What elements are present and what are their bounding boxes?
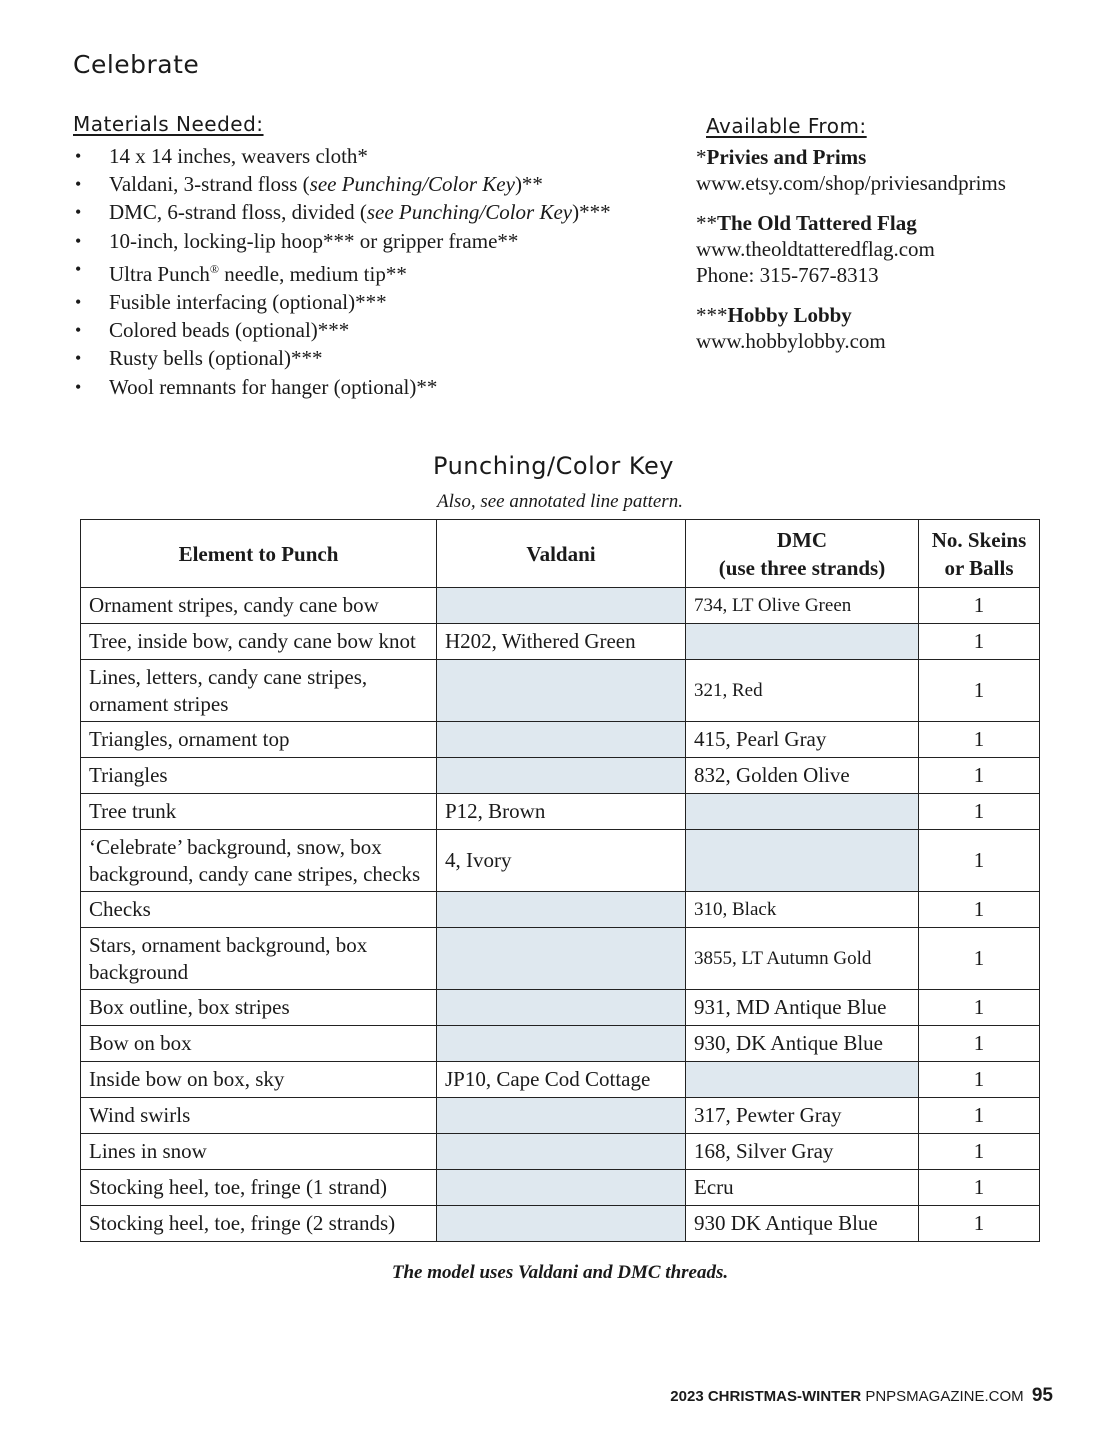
cell-dmc: 310, Black [686, 892, 919, 928]
source-entry [696, 144, 1076, 196]
header-dmc-line1: DMC [776, 527, 828, 552]
source-detail: Phone: 315-767-8313 [696, 263, 879, 287]
list-item [73, 344, 683, 372]
element-line: ‘Celebrate’ background, snow, box [89, 834, 382, 859]
list-item [73, 142, 683, 170]
source-detail: www.etsy.com/shop/priviesandprims [696, 171, 1006, 195]
table-row [81, 928, 1040, 990]
source-name-line [696, 144, 1076, 170]
table-row [81, 1206, 1040, 1242]
item-text: 14 x 14 inches, weavers cloth* [109, 144, 368, 168]
item-emphasis: see Punching/Color Key [309, 172, 515, 197]
element-line: Bow on box [89, 1031, 192, 1055]
list-item [73, 198, 683, 226]
cell-element [81, 1206, 437, 1242]
table-row [81, 794, 1040, 830]
footer-issue: 2023 CHRISTMAS-WINTER [670, 1388, 862, 1405]
cell-quantity: 1 [919, 660, 1040, 722]
element-line: background, candy cane stripes, checks [89, 861, 421, 886]
cell-valdani [437, 990, 686, 1026]
cell-element [81, 660, 437, 722]
cell-quantity: 1 [919, 928, 1040, 990]
materials-heading: Materials Needed: [73, 112, 264, 136]
color-key-table [80, 519, 1040, 1242]
cell-quantity: 1 [919, 1206, 1040, 1242]
item-text: Ultra Punch [109, 261, 210, 286]
cell-valdani [437, 1206, 686, 1242]
cell-dmc: 931, MD Antique Blue [686, 990, 919, 1026]
table-row [81, 588, 1040, 624]
list-item [73, 227, 683, 255]
cell-element [81, 1098, 437, 1134]
cell-quantity: 1 [919, 1134, 1040, 1170]
registered-mark: ® [209, 261, 220, 276]
cell-valdani [437, 1170, 686, 1206]
cell-element [81, 928, 437, 990]
cell-element [81, 722, 437, 758]
table-row [81, 892, 1040, 928]
cell-dmc: 832, Golden Olive [686, 758, 919, 794]
cell-valdani [437, 1134, 686, 1170]
source-entry [696, 210, 1076, 288]
element-line: Lines in snow [89, 1139, 207, 1163]
item-emphasis: see Punching/Color Key [366, 200, 573, 225]
cell-element [81, 830, 437, 892]
model-note: The model uses Valdani and DMC threads. [391, 1262, 729, 1283]
cell-dmc: 930, DK Antique Blue [686, 1026, 919, 1062]
cell-element [81, 1026, 437, 1062]
cell-element [81, 1134, 437, 1170]
page-title: Celebrate [73, 50, 200, 79]
cell-dmc [686, 1062, 919, 1098]
cell-quantity: 1 [919, 830, 1040, 892]
table-row [81, 758, 1040, 794]
cell-dmc: Ecru [686, 1170, 919, 1206]
source-name: Hobby Lobby [727, 303, 852, 327]
cell-dmc [686, 794, 919, 830]
cell-quantity: 1 [919, 624, 1040, 660]
element-line: Stars, ornament background, box [89, 932, 368, 957]
source-list [696, 144, 1076, 354]
table-row [81, 1134, 1040, 1170]
materials-section [73, 112, 683, 401]
cell-quantity: 1 [919, 722, 1040, 758]
available-from-section [696, 114, 1076, 354]
source-name-line [696, 210, 1076, 236]
cell-element [81, 624, 437, 660]
table-row [81, 1026, 1040, 1062]
item-text: Valdani, 3-strand floss ( [109, 172, 310, 197]
source-detail: www.hobbylobby.com [696, 329, 886, 353]
cell-dmc: 734, LT Olive Green [686, 588, 919, 624]
item-text: Rusty bells (optional)*** [109, 346, 323, 371]
source-detail: www.theoldtatteredflag.com [696, 237, 935, 261]
cell-quantity: 1 [919, 892, 1040, 928]
table-row [81, 1170, 1040, 1206]
cell-quantity: 1 [919, 758, 1040, 794]
source-name: Privies and Prims [706, 145, 867, 169]
header-element: Element to Punch [81, 520, 437, 588]
element-line: Inside bow on box, sky [89, 1067, 285, 1091]
header-dmc [686, 520, 919, 588]
color-key-subtitle: Also, see annotated line pattern. [437, 491, 683, 512]
table-row [81, 722, 1040, 758]
element-line: Checks [89, 897, 151, 921]
item-text: DMC, 6-strand floss, divided ( [109, 200, 367, 225]
cell-dmc: 321, Red [686, 660, 919, 722]
color-key-title: Punching/Color Key [433, 452, 674, 480]
item-text: Wool remnants for hanger (optional)** [109, 374, 438, 399]
header-dmc-line2: (use three strands) [718, 555, 886, 580]
table-row [81, 1098, 1040, 1134]
cell-quantity: 1 [919, 1098, 1040, 1134]
source-marker: * [696, 145, 707, 169]
list-item [73, 255, 683, 288]
header-skeins-line1: No. Skeins [931, 527, 1027, 552]
list-item [73, 170, 683, 198]
cell-quantity: 1 [919, 1170, 1040, 1206]
element-line: Triangles, ornament top [89, 727, 290, 751]
cell-dmc: 317, Pewter Gray [686, 1098, 919, 1134]
cell-element [81, 1062, 437, 1098]
cell-dmc: 930 DK Antique Blue [686, 1206, 919, 1242]
cell-valdani [437, 588, 686, 624]
page-number: 95 [1031, 1385, 1053, 1406]
cell-element [81, 892, 437, 928]
cell-valdani: H202, Withered Green [437, 624, 686, 660]
cell-element [81, 794, 437, 830]
cell-element [81, 990, 437, 1026]
element-line: background [89, 959, 189, 984]
element-line: Ornament stripes, candy cane bow [89, 593, 379, 617]
source-entry [696, 302, 1076, 354]
cell-valdani: 4, Ivory [437, 830, 686, 892]
materials-list [73, 142, 683, 401]
list-item [73, 316, 683, 344]
cell-quantity: 1 [919, 1026, 1040, 1062]
footer-site: PNPSMAGAZINE.COM [865, 1388, 1024, 1405]
cell-dmc [686, 830, 919, 892]
source-name-line [696, 302, 1076, 328]
cell-quantity: 1 [919, 794, 1040, 830]
header-skeins-line2: or Balls [944, 555, 1014, 580]
cell-valdani: P12, Brown [437, 794, 686, 830]
cell-valdani [437, 928, 686, 990]
element-line: Lines, letters, candy cane stripes, [89, 664, 368, 689]
table-row [81, 660, 1040, 722]
list-item [73, 288, 683, 316]
table-header-row [81, 520, 1040, 588]
cell-valdani [437, 892, 686, 928]
page-footer [670, 1385, 1053, 1407]
cell-dmc: 415, Pearl Gray [686, 722, 919, 758]
cell-element [81, 758, 437, 794]
cell-valdani [437, 758, 686, 794]
table-row [81, 624, 1040, 660]
element-line: Stocking heel, toe, fringe (2 strands) [89, 1211, 396, 1235]
item-text-suffix: )*** [572, 200, 611, 225]
source-marker: ** [696, 211, 717, 235]
table-body [81, 588, 1040, 1242]
source-marker: *** [696, 303, 728, 327]
cell-dmc: 168, Silver Gray [686, 1134, 919, 1170]
element-line: Tree, inside bow, candy cane bow knot [89, 629, 416, 653]
cell-valdani: JP10, Cape Cod Cottage [437, 1062, 686, 1098]
cell-element [81, 588, 437, 624]
cell-dmc: 3855, LT Autumn Gold [686, 928, 919, 990]
element-line: Triangles [89, 763, 168, 787]
cell-dmc [686, 624, 919, 660]
element-line: Stocking heel, toe, fringe (1 strand) [89, 1175, 387, 1199]
cell-quantity: 1 [919, 588, 1040, 624]
cell-quantity: 1 [919, 990, 1040, 1026]
cell-valdani [437, 722, 686, 758]
item-text-suffix: needle, medium tip** [219, 261, 407, 286]
list-item [73, 373, 683, 401]
cell-valdani [437, 1026, 686, 1062]
cell-valdani [437, 1098, 686, 1134]
source-name: The Old Tattered Flag [717, 211, 917, 235]
available-heading: Available From: [706, 114, 867, 138]
cell-element [81, 1170, 437, 1206]
item-text: Colored beads (optional)*** [109, 318, 350, 343]
table-row [81, 1062, 1040, 1098]
item-text: Fusible interfacing (optional)*** [109, 290, 387, 315]
item-text: 10-inch, locking-lip hoop*** or gripper frame** [109, 228, 519, 253]
element-line: Tree trunk [89, 799, 177, 823]
table-row [81, 830, 1040, 892]
element-line: ornament stripes [89, 691, 229, 716]
element-line: Box outline, box stripes [89, 995, 290, 1019]
item-text-suffix: )** [514, 172, 543, 197]
cell-quantity: 1 [919, 1062, 1040, 1098]
element-line: Wind swirls [89, 1103, 191, 1127]
header-skeins [919, 520, 1040, 588]
cell-valdani [437, 660, 686, 722]
header-valdani: Valdani [437, 520, 686, 588]
table-row [81, 990, 1040, 1026]
